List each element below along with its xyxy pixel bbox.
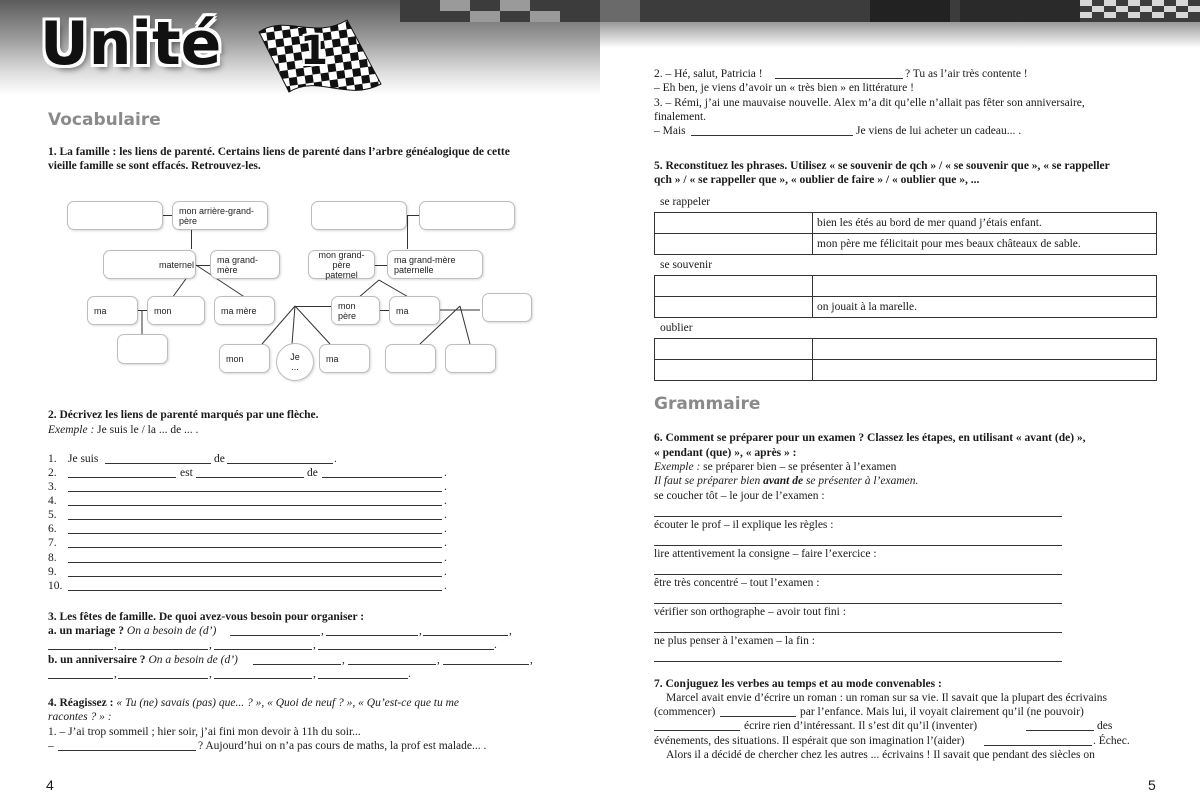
ex5-cell-input[interactable] [813,276,1157,297]
ex7-title: 7. Conjuguez les verbes au temps et au mode convenables : [654,678,942,690]
tree-node-blank[interactable] [311,201,407,230]
ex4-cont-l1-b: ? Tu as l’air très contente ! [905,68,1028,80]
ex2-num: 1. [48,453,57,465]
ex3-blank[interactable] [318,649,494,650]
period: . [444,495,447,507]
comma: , [209,668,212,680]
ex3-title: 3. Les fêtes de famille. De quoi avez-vous besoin pour organiser : [48,611,365,623]
ex3-blank[interactable] [118,678,208,679]
ex7-p3-c: des [1097,720,1113,732]
ex3-blank[interactable] [230,635,320,636]
ex2-num: 3. [48,481,57,493]
comma: , [313,639,316,651]
ex7-p4-b: . Échec. [1093,735,1130,747]
ex4-cont-l3: 3. – Rémi, j’ai une mauvaise nouvelle. Alex m’a dit qu’elle n’allait pas fêter son anniversaire, [654,97,1085,109]
ex2-num: 6. [48,523,57,535]
ex2-blank[interactable] [68,477,176,478]
ex2-num: 8. [48,552,57,564]
tree-node-mon[interactable]: mon [219,344,270,373]
ex3-blank[interactable] [326,635,418,636]
comma: , [209,639,212,651]
ex4-blank[interactable] [58,750,196,751]
ex4-cont-l1-a: 2. – Hé, salut, Patricia ! [654,68,763,80]
ex6-step: se coucher tôt – le jour de l’examen : [654,490,825,502]
ex6-example: Exemple : se préparer bien – se présenter à l’examen [654,461,897,473]
ex7-p2-b: par l’enfance. Mais lui, il voyait clairement qu’il (ne pouvoir) [800,706,1084,718]
ex4-blank[interactable] [691,135,853,136]
ex7-p4-a: événements, des situations. Il espérait que son imagination l’(aider) [654,735,965,747]
ex2-blank[interactable] [68,590,442,591]
tree-node-maternel[interactable]: maternel [103,250,196,279]
tree-node-ma[interactable]: ma [319,344,370,373]
vocabulary-heading: Vocabulaire [48,110,161,130]
ex6-step: ne plus penser à l’examen – la fin : [654,635,815,647]
ex6-title-line2: « pendant (que) », « après » : [654,447,797,459]
ex1-title-line2: vieille famille se sont effacés. Retrouvez-les. [48,160,261,172]
tree-node-grand-pere-paternel[interactable]: mon grand-père paternel [308,250,375,279]
comma: , [114,639,117,651]
comma: , [114,668,117,680]
ex6-answer-line[interactable] [654,574,1062,575]
tree-node-mere[interactable]: ma mère [214,296,275,325]
ex2-line2-a: est [180,467,193,479]
ex2-blank[interactable] [68,547,442,548]
ex7-blank[interactable] [720,716,796,717]
ex3-blank[interactable] [348,664,436,665]
grammar-heading: Grammaire [654,394,761,414]
ex2-num: 5. [48,509,57,521]
ex5-table-1 [654,212,1157,255]
ex2-blank[interactable] [68,519,442,520]
ex6-title-line1: 6. Comment se préparer pour un examen ? Classez les étapes, en utilisant « avant (de) », [654,432,1086,444]
ex2-blank[interactable] [68,562,442,563]
ex6-answer-line[interactable] [654,603,1062,604]
ex6-answer-line[interactable] [654,516,1062,517]
page-number-left: 4 [46,777,54,793]
ex5-cell-input[interactable] [655,213,813,234]
ex5-title-line1: 5. Reconstituez les phrases. Utilisez « se souvenir de qch » / « se souvenir que », « se rappeller [654,160,1110,172]
comma: , [419,625,422,637]
ex2-num: 10. [48,580,63,592]
ex6-step: être très concentré – tout l’examen : [654,577,820,589]
comma: , [530,654,533,666]
tree-node-blank[interactable] [445,344,496,373]
ex7-blank[interactable] [654,730,740,731]
ex6-answer-line[interactable] [654,632,1062,633]
period: . [494,639,497,651]
ex2-blank[interactable] [227,463,333,464]
tree-node-je[interactable]: Je ... [276,343,314,381]
ex5-table-2 [654,275,1157,318]
tree-node-blank[interactable] [482,293,532,322]
ex2-num: 9. [48,566,57,578]
ex2-line1-b: de [214,453,225,465]
ex4-line2-text: ? Aujourd’hui on n’a pas cours de maths, la prof est malade... . [198,740,487,752]
ex2-blank[interactable] [322,477,442,478]
tree-node-ma[interactable]: ma [87,296,138,325]
ex5-group1-label: se rappeler [660,196,711,208]
ex4-line1: 1. – J’ai trop sommeil ; hier soir, j’ai fini mon devoir à 11h du soir... [48,726,361,738]
ex5-group2-label: se souvenir [660,259,713,271]
tree-node-arriere-grand-pere[interactable]: mon arrière-grand-père [172,201,268,230]
ex7-p1: Marcel avait envie d’écrire un roman : un roman sur sa vie. Il savait que la plupart des écrivains [666,692,1107,704]
ex2-line2-b: de [307,467,318,479]
ex3-blank[interactable] [423,635,508,636]
comma: , [313,668,316,680]
tree-node-grand-mere[interactable]: ma grand-mère [210,250,280,279]
tree-node-pere[interactable]: mon père [331,296,380,325]
page-number-right: 5 [1148,777,1156,793]
comma: , [437,654,440,666]
ex3-blank[interactable] [48,678,113,679]
ex5-cell: mon père me félicitait pour mes beaux châteaux de sable. [813,234,1157,255]
period: . [444,467,447,479]
ex4-title: 4. Réagissez : « Tu (ne) savais (pas) que... ? », « Quoi de neuf ? », « Qu’est-ce que tu me [48,697,460,709]
comma: , [342,654,345,666]
ex4-title-line2: racontes ? » : [48,711,112,723]
ex2-example: Exemple : Je suis le / la ... de ... . [48,424,199,436]
ex6-example-sentence: Il faut se préparer bien avant de se présenter à l’examen. [654,475,919,487]
ex3-blank[interactable] [48,649,113,650]
ex3-b: b. un anniversaire ? On a besoin de (d’) [48,654,238,666]
ex3-blank[interactable] [253,664,341,665]
ex3-blank[interactable] [318,678,408,679]
ex7-p2-a: (commencer) [654,706,716,718]
ex2-blank[interactable] [68,505,442,506]
period: . [444,552,447,564]
ex7-blank[interactable] [1026,730,1094,731]
tree-node-blank[interactable] [67,201,163,230]
ex4-cont-l4: finalement. [654,111,707,123]
tree-node-blank[interactable] [117,334,168,364]
comma: , [321,625,324,637]
ex5-cell-input[interactable] [655,276,813,297]
ex6-answer-line[interactable] [654,545,1062,546]
ex7-p3-b: écrire rien d’intéressant. Il s’est dit qu’il (inventer) [744,720,978,732]
ex5-cell-input[interactable] [813,360,1157,381]
tree-node-grand-mere-paternelle[interactable]: ma grand-mère paternelle [387,250,483,279]
ex5-table-3 [654,338,1157,381]
ex7-p5: Alors il a décidé de chercher chez les autres ... écrivains ! Il savait que pendant des siècles on [666,749,1095,761]
ex4-cont-l5-a: – Mais [654,125,686,137]
ex4-line2-dash: – [48,740,54,752]
ex2-blank[interactable] [68,491,442,492]
unit-number: 1 [300,28,328,74]
period: . [444,481,447,493]
ex2-num: 4. [48,495,57,507]
ex5-cell-input[interactable] [655,360,813,381]
ex5-title-line2: qch » / « se rappeller que », « oublier de faire » / « oublier que », ... [654,174,980,186]
ex4-blank[interactable] [775,78,903,79]
ex2-blank[interactable] [68,533,442,534]
ex4-cont-l5-b: Je viens de lui acheter un cadeau... . [856,125,1022,137]
ex3-blank[interactable] [118,649,208,650]
ex4-cont-l2: – Eh ben, je viens d’avoir un « très bien » en littérature ! [654,82,914,94]
period: . [444,537,447,549]
ex5-cell-input[interactable] [655,234,813,255]
ex2-num: 2. [48,467,57,479]
ex6-answer-line[interactable] [654,661,1062,662]
period: . [444,523,447,535]
ex2-num: 7. [48,537,57,549]
ex2-line1-a: Je suis [68,453,99,465]
ex5-cell: bien les étés au bord de mer quand j’étais enfant. [813,213,1157,234]
period: . [444,509,447,521]
tree-node-blank[interactable] [385,344,436,373]
ex2-blank[interactable] [68,576,442,577]
tree-branches [0,0,600,400]
ex6-step: lire attentivement la consigne – faire l’exercice : [654,548,877,560]
ex2-blank[interactable] [105,463,211,464]
unit-title: Unité [40,9,222,79]
period: . [444,580,447,592]
ex2-title: 2. Décrivez les liens de parenté marqués par une flèche. [48,409,319,421]
ex1-title-line1: 1. La famille : les liens de parenté. Certains liens de parenté dans l’arbre généalogique de cette [48,146,510,158]
ex3-a: a. un mariage ? On a besoin de (d’) [48,625,217,637]
tree-node-mon[interactable]: mon [147,296,205,325]
period: . [334,453,337,465]
ex2-blank[interactable] [196,477,304,478]
period: . [408,668,411,680]
ex5-cell-input[interactable] [655,297,813,318]
ex5-cell: on jouait à la marelle. [813,297,1157,318]
period: . [444,566,447,578]
comma: , [509,625,512,637]
ex7-blank[interactable] [984,745,1092,746]
ex6-step: écouter le prof – il explique les règles : [654,519,834,531]
tree-node-blank[interactable] [419,201,515,230]
tree-node-ma[interactable]: ma [389,296,440,325]
ex6-step: vérifier son orthographe – avoir tout fini : [654,606,846,618]
ex3-blank[interactable] [214,678,312,679]
ex5-cell-input[interactable] [655,339,813,360]
ex3-blank[interactable] [214,649,312,650]
ex3-blank[interactable] [443,664,529,665]
ex5-group3-label: oublier [660,322,693,334]
ex5-cell-input[interactable] [813,339,1157,360]
